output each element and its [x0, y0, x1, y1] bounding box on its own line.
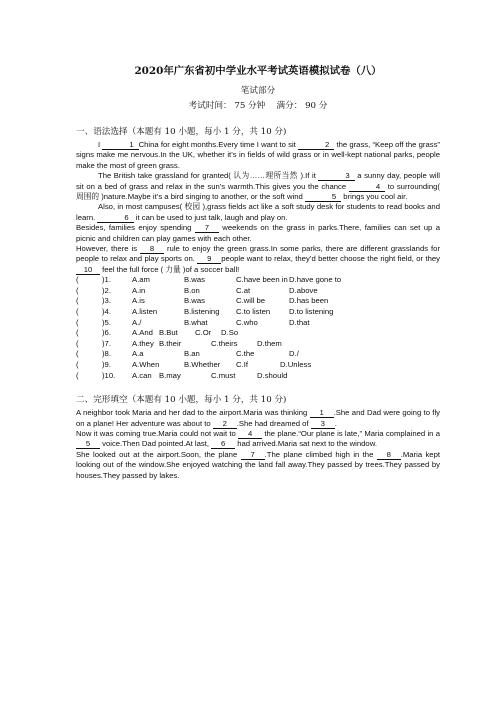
question-row [76, 349, 440, 360]
option-a: A.listen [132, 307, 158, 317]
option-d: D.So [221, 328, 239, 338]
option-d: D.has been [289, 296, 329, 306]
option-b: B.an [184, 349, 200, 359]
option-a: A.When [132, 360, 160, 370]
answer-paren: ( [76, 370, 79, 380]
section2-blank-8: 8 [377, 450, 401, 460]
option-b: B.what [184, 317, 208, 327]
section1-blank-7: 7 [195, 223, 219, 233]
answer-paren: ( [76, 360, 79, 370]
option-a: A.is [132, 296, 145, 306]
section2-blank-5: 5 [76, 439, 100, 449]
option-b: B.was [184, 275, 205, 285]
section1-blank-6: 6 [97, 213, 133, 223]
option-b: B.may [159, 370, 181, 380]
section1-paragraph: I 1 China for eight months.Every time I want to sit 2 the grass, “Keep off the grass” signs make me nervous.In the UK, whether it’s in fields of wild grass or in well-kept national parks, people make the most of green grass. [76, 140, 440, 170]
question-number: )1. [102, 275, 111, 285]
option-b: B.But [159, 328, 178, 338]
section2-heading: 二、完形填空（本题有 10 小题，每小 1 分，共 10 分) [76, 395, 287, 406]
answer-paren: ( [76, 296, 79, 306]
question-row [76, 371, 440, 382]
option-a: A.they [132, 338, 154, 348]
answer-paren: ( [76, 338, 79, 348]
section1-blank-9: 9 [197, 254, 221, 264]
question-number: )3. [102, 296, 111, 306]
question-number: )2. [102, 285, 111, 295]
question-row [76, 360, 440, 371]
section1-heading: 一、语法选择（本题有 10 小题，每小 1 分，共 10 分) [76, 127, 287, 137]
option-a: A.am [132, 275, 150, 285]
option-c: C.must [211, 370, 236, 380]
answer-paren: ( [76, 328, 79, 338]
option-a: A./ [132, 317, 142, 327]
answer-paren: ( [76, 285, 79, 295]
section2-paragraph: She looked out at the airport.Soon, the plane 7 .The plane climbed high in the 8 .Maria kept looking out of the window.She enjoyed watching the land fall away.They passed by trees.They passed by houses.They passed by lakes. [76, 449, 440, 480]
question-number: )6. [102, 328, 111, 338]
section1-blank-4: 4 [349, 182, 385, 192]
option-c: C.at [236, 285, 251, 295]
exam-info: 考试时间： 75 分钟 满分： 90 分 [188, 101, 328, 111]
option-c: C.the [236, 349, 255, 359]
section2-passage [76, 408, 440, 481]
answer-paren: ( [76, 275, 79, 285]
question-number: )8. [102, 349, 111, 359]
option-b: B.was [184, 296, 205, 306]
exam-part-label: 笔试部分 [240, 86, 276, 96]
section1-paragraph: The British take grassland for granted( 认为……理所当然 ).If it 3 a sunny day, people will sit on a bed of grass and relax in the sun’s warmth.This gives you the chance 4 to surrounding( 周围的 )nature.Maybe it’s a bird singing to another, or the soft wind 5 brings you cool air. [76, 171, 440, 202]
question-row [76, 296, 440, 307]
option-c: C.to listen [236, 307, 271, 317]
question-row [76, 318, 440, 329]
option-b: B.their [159, 338, 182, 348]
section1-blank-3: 3 [318, 171, 354, 181]
option-d: D.Unless [280, 360, 312, 370]
option-d: D.them [257, 338, 282, 348]
section1-blank-10: 10 [76, 265, 100, 275]
answer-paren: ( [76, 317, 79, 327]
section2-paragraph: A neighbor took Maria and her dad to the airport.Maria was thinking 1 .She and Dad were going to fly on a plane! Her adventure was about to 2 .She had dreamed of 3 . [76, 408, 440, 428]
option-d: D.have gone to [289, 275, 342, 285]
question-row [76, 307, 440, 318]
section1-paragraph: Besides, families enjoy spending 7 weekends on the grass in parks.There, families can set up a picnic and children can play games with each other. [76, 223, 440, 243]
question-number: )9. [102, 360, 111, 370]
option-d: D.should [257, 370, 288, 380]
section1-blank-1: 1 [102, 140, 138, 150]
section2-paragraph: Now it was coming true.Maria could not wait to 4 the plane.“Our plane is late,” Maria complained in a 5 voice.Then Dad pointed.At last, 6 had arrived.Maria sat next to the window. [76, 429, 441, 449]
section1-paragraph: However, there is 8 rule to enjoy the green grass.In some parks, there are different grasslands for people to relax and play sports on. 9 people want to relax, they’d better choose the right field, or they 10 feel the full force ( 力量 )of a soccer ball! [76, 244, 441, 274]
option-a: A.can [132, 370, 152, 380]
section1-paragraph: Also, in most campuses( 校园 ),grass fields act like a soft study desk for students to read books and learn. 6 it can be used to just talk, laugh and play on. [76, 202, 440, 222]
option-b: B.Whether [184, 360, 221, 370]
question-number: )7. [102, 338, 111, 348]
question-row [76, 286, 440, 297]
option-c: C.will be [236, 296, 266, 306]
exam-title: 2020年广东省初中学业水平考试英语模拟试卷（八） [134, 65, 382, 77]
option-a: A.a [132, 349, 144, 359]
option-c: C.have been in [236, 275, 288, 285]
section2-blank-7: 7 [241, 450, 265, 460]
question-number: )10. [102, 370, 116, 380]
question-row [76, 328, 440, 339]
option-c: C.If [236, 360, 248, 370]
option-b: B.listening [184, 307, 220, 317]
option-d: D.to listening [289, 307, 334, 317]
answer-paren: ( [76, 307, 79, 317]
section1-questions [76, 275, 440, 381]
option-c: C.Or [195, 328, 212, 338]
option-c: C.who [236, 317, 258, 327]
section2-blank-3: 3 [311, 419, 335, 429]
question-row [76, 275, 440, 286]
section1-blank-5: 5 [305, 192, 341, 202]
question-row [76, 339, 440, 350]
option-a: A.And [132, 328, 153, 338]
option-d: D./ [289, 349, 299, 359]
section1-passage [76, 140, 440, 275]
answer-paren: ( [76, 349, 79, 359]
option-d: D.that [289, 317, 310, 327]
section2-blank-6: 6 [211, 439, 235, 449]
option-c: C.theirs [211, 338, 238, 348]
section1-blank-8: 8 [140, 244, 164, 254]
section2-blank-2: 2 [213, 419, 237, 429]
question-number: )4. [102, 307, 111, 317]
section1-blank-2: 2 [298, 140, 334, 150]
section2-blank-4: 4 [238, 429, 262, 439]
question-number: )5. [102, 317, 111, 327]
section2-blank-1: 1 [310, 408, 334, 418]
option-b: B.on [184, 285, 200, 295]
option-a: A.in [132, 285, 146, 295]
option-d: D.above [289, 285, 318, 295]
